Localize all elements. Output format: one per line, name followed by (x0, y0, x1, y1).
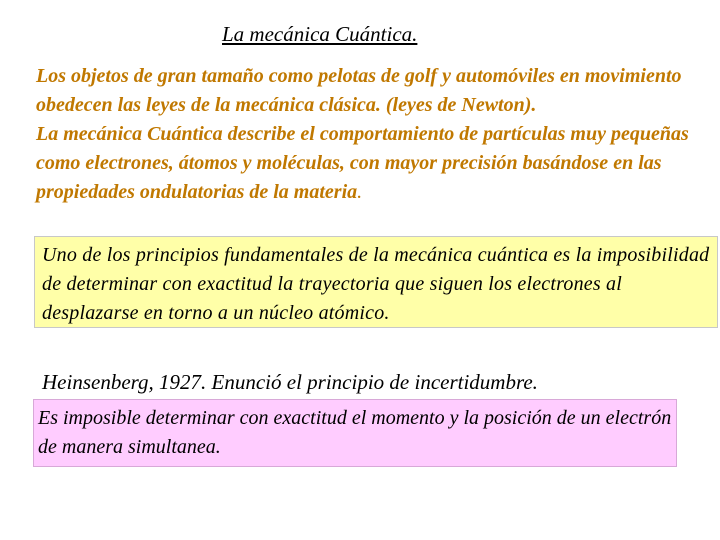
intro-paragraph-quantum (36, 120, 720, 207)
intro-paragraph-classical: Los objetos de gran tamaño como pelotas de golf y automóviles en movimiento obedecen las leyes de la mecánica clásica. (leyes de Newton). (36, 65, 682, 116)
uncertainty-text: Es imposible determinar con exactitud el momento y la posición de un electrón de manera simultanea. (38, 407, 672, 458)
intro-paragraph-quantum-text: La mecánica Cuántica describe el comportamiento de partículas muy pequeñas como electrones, átomos y moléculas, con mayor precisión basándose en las propiedades ondulatorias de la materia (36, 123, 689, 203)
principle-text: Uno de los principios fundamentales de la mecánica cuántica es la imposibilidad de determinar con exactitud la trayectoria que siguen los electrones al desplazarse en torno a un núcleo atómico. (42, 244, 710, 324)
slide-title: La mecánica Cuántica. (222, 22, 418, 46)
heisenberg-statement: Heinsenberg, 1927. Enunció el principio de incertidumbre. (42, 370, 538, 394)
intro-paragraph-quantum-period: . (357, 181, 363, 203)
intro-text (36, 62, 720, 207)
